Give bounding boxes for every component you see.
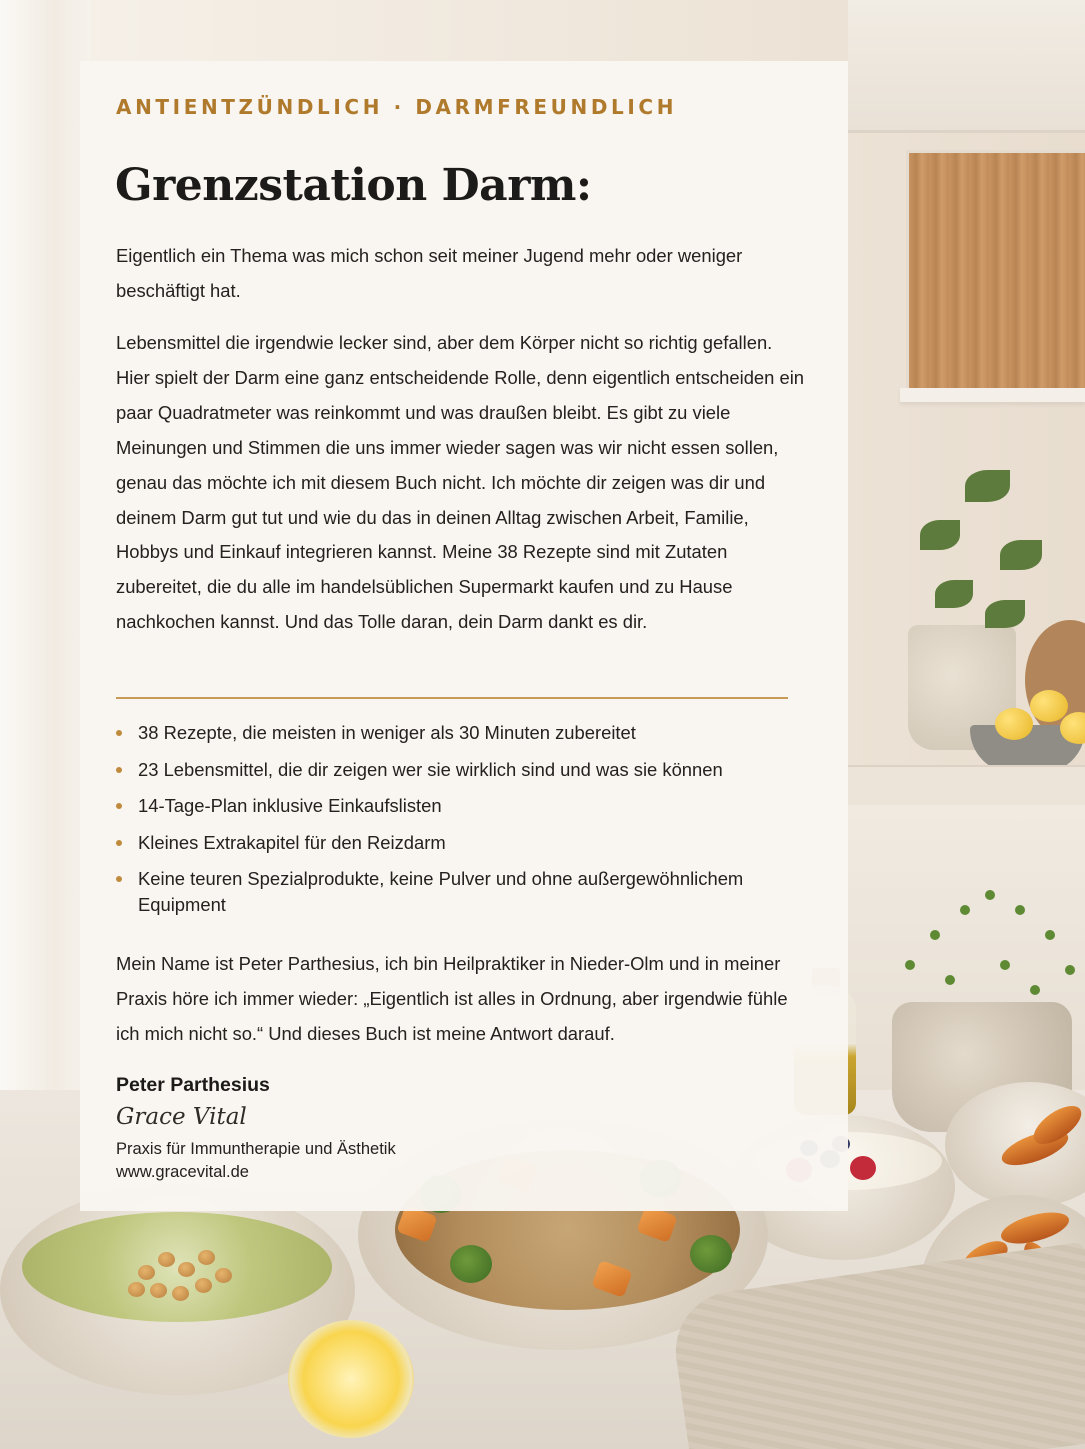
upper-cabinet <box>848 0 1085 133</box>
chickpea <box>128 1282 145 1297</box>
feature-list <box>116 720 806 929</box>
intro-paragraph: Eigentlich ein Thema was mich schon seit meiner Jugend mehr oder weniger beschäftigt hat. <box>116 245 743 301</box>
list-item: Keine teuren Spezialprodukte, keine Pulver und ohne außergewöhnlichem Equipment <box>116 866 806 918</box>
brand-name: Grace Vital <box>116 1104 247 1130</box>
list-item: 23 Lebensmittel, die dir zeigen wer sie wirklich sind und was sie können <box>116 757 806 783</box>
list-item: Kleines Extrakapitel für den Reizdarm <box>116 830 806 856</box>
plant-leaf <box>985 600 1025 628</box>
lemon <box>1030 690 1068 722</box>
chickpea <box>150 1283 167 1298</box>
chickpea <box>215 1268 232 1283</box>
plant-leaf <box>965 470 1010 502</box>
herb-leaf <box>1030 985 1040 995</box>
author-name: Peter Parthesius <box>116 1074 270 1096</box>
window-curtain <box>0 0 90 1100</box>
section-divider <box>116 697 788 699</box>
plant-leaf <box>1000 540 1042 570</box>
raspberry <box>850 1156 876 1180</box>
page-title: Grenzstation Darm: <box>115 160 592 211</box>
broccoli <box>690 1235 732 1273</box>
list-item: 14-Tage-Plan inklusive Einkaufslisten <box>116 793 806 819</box>
about-paragraph: Mein Name ist Peter Parthesius, ich bin Heilpraktiker in Nieder-Olm und in meiner Praxis höre ich immer wieder: „Eigentlich ist alles in Ordnung, aber irgendwie fühle ich mich nicht so.“ Und dieses Buch ist meine Antwort darauf. <box>116 953 788 1044</box>
back-counter <box>848 765 1085 807</box>
herb-leaf <box>960 905 970 915</box>
herb-leaf <box>945 975 955 985</box>
lemon-half <box>288 1320 414 1438</box>
chickpea <box>178 1262 195 1277</box>
website-link[interactable]: www.gracevital.de <box>116 1163 249 1181</box>
herb-leaf <box>930 930 940 940</box>
kicker-label: ANTIENTZÜNDLICH · DARMFREUNDLICH <box>116 95 678 119</box>
herb-leaf <box>1000 960 1010 970</box>
chickpea <box>195 1278 212 1293</box>
shelf-board <box>900 388 1085 402</box>
chickpea <box>138 1265 155 1280</box>
list-item: 38 Rezepte, die meisten in weniger als 30 Minuten zubereitet <box>116 720 806 746</box>
herb-leaf <box>1065 965 1075 975</box>
practice-description: Praxis für Immuntherapie und Ästhetik <box>116 1140 396 1158</box>
broccoli <box>450 1245 492 1283</box>
plant-leaf <box>935 580 973 608</box>
green-soup <box>22 1212 332 1322</box>
chickpea <box>198 1250 215 1265</box>
wood-shelf-panel <box>906 150 1085 396</box>
plant-leaf <box>920 520 960 550</box>
main-paragraph: Lebensmittel die irgendwie lecker sind, aber dem Körper nicht so richtig gefallen. Hier spielt der Darm eine ganz entscheidende Rolle, denn eigentlich entscheiden ein paar Quadratmeter was reinkommt und was draußen bleibt. Es gibt zu viele Meinungen und Stimmen die uns immer wieder sagen was wir nicht essen sollen, genau das möchte ich mit diesem Buch nicht. Ich möchte dir zeigen was dir und deinem Darm gut tut und wie du das in deinen Alltag zwischen Arbeit, Familie, Hobbys und Einkauf integrieren kannst. Meine 38 Rezepte sind mit Zutaten zubereitet, die du alle im handelsüblichen Supermarkt kaufen und zu Hause nachkochen kannst. Und das Tolle daran, dein Darm dankt es dir. <box>116 332 805 633</box>
herb-leaf <box>985 890 995 900</box>
chickpea <box>172 1286 189 1301</box>
chickpea <box>158 1252 175 1267</box>
herb-leaf <box>905 960 915 970</box>
herb-leaf <box>1015 905 1025 915</box>
herb-leaf <box>1045 930 1055 940</box>
lemon <box>995 708 1033 740</box>
